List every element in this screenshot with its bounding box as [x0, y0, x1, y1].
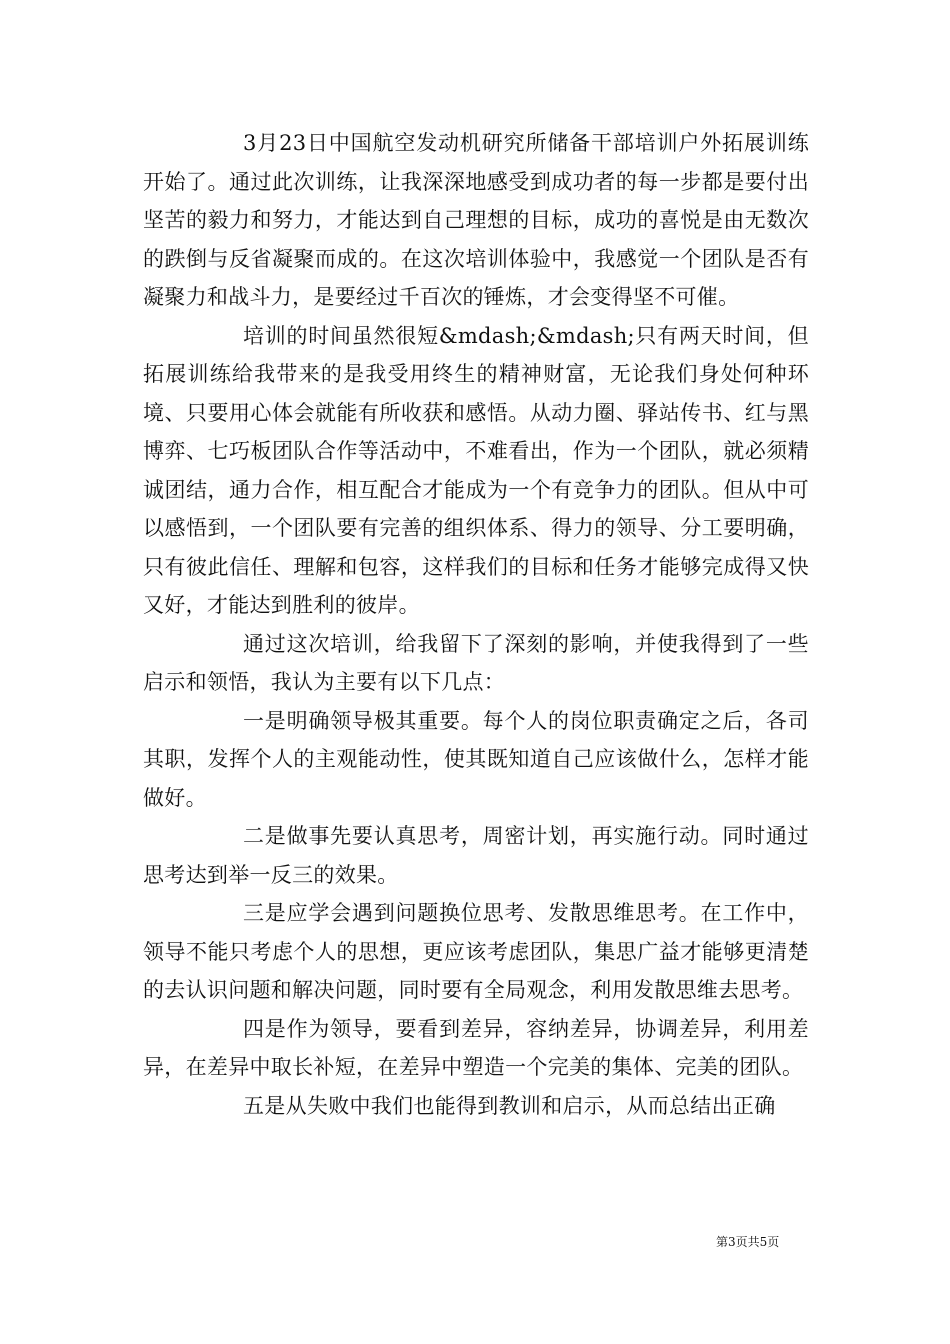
paragraph-5: 二是做事先要认真思考，周密计划，再实施行动。同时通过思考达到举一反三的效果。 — [143, 824, 809, 887]
paragraph-1: 3月23日中国航空发动机研究所储备干部培训户外拓展训练开始了。通过此次训练，让我深深地感受到成功者的每一步都是要付出坚苦的毅力和努力，才能达到自己理想的目标，成功的喜悦是由无数次的跌倒与反省凝聚而成的。在这次培训体验中，我感觉一个团队是否有凝聚力和战斗力，是要经过千百次的锤炼，才会变得坚不可催。 — [143, 131, 809, 309]
page-number-footer: 第3页共5页 — [716, 1235, 780, 1249]
paragraph-6: 三是应学会遇到问题换位思考、发散思维思考。在工作中，领导不能只考虑个人的思想，更应该考虑团队，集思广益才能够更清楚的去认识问题和解决问题，同时要有全局观念，利用发散思维去思考。 — [143, 901, 809, 1002]
paragraph-4: 一是明确领导极其重要。每个人的岗位职责确定之后，各司其职，发挥个人的主观能动性，使其既知道自己应该做什么，怎样才能做好。 — [143, 708, 809, 810]
paragraph-7: 四是作为领导，要看到差异，容纳差异，协调差异，利用差异，在差异中取长补短，在差异中塑造一个完美的集体、完美的团队。 — [143, 1016, 809, 1079]
paragraph-8: 五是从失败中我们也能得到教训和启示，从而总结出正确 — [243, 1093, 776, 1118]
paragraph-2: 培训的时间虽然很短&mdash;&mdash;只有两天时间，但拓展训练给我带来的是我受用终生的精神财富，无论我们身处何种环境、只要用心体会就能有所收获和感悟。从动力圈、驿站传书、红与黑博弈、七巧板团队合作等活动中，不难看出，作为一个团队，就必须精诚团结，通力合作，相互配合才能成为一个有竞争力的团队。但从中可以感悟到，一个团队要有完善的组织体系、得力的领导、分工要明确，只有彼此信任、理解和包容，这样我们的目标和任务才能够完成得又快又好，才能达到胜利的彼岸。 — [143, 323, 809, 617]
body-text — [143, 124, 809, 1125]
paragraph-3: 通过这次培训，给我留下了深刻的影响，并使我得到了一些启示和领悟，我认为主要有以下几点： — [143, 631, 809, 694]
